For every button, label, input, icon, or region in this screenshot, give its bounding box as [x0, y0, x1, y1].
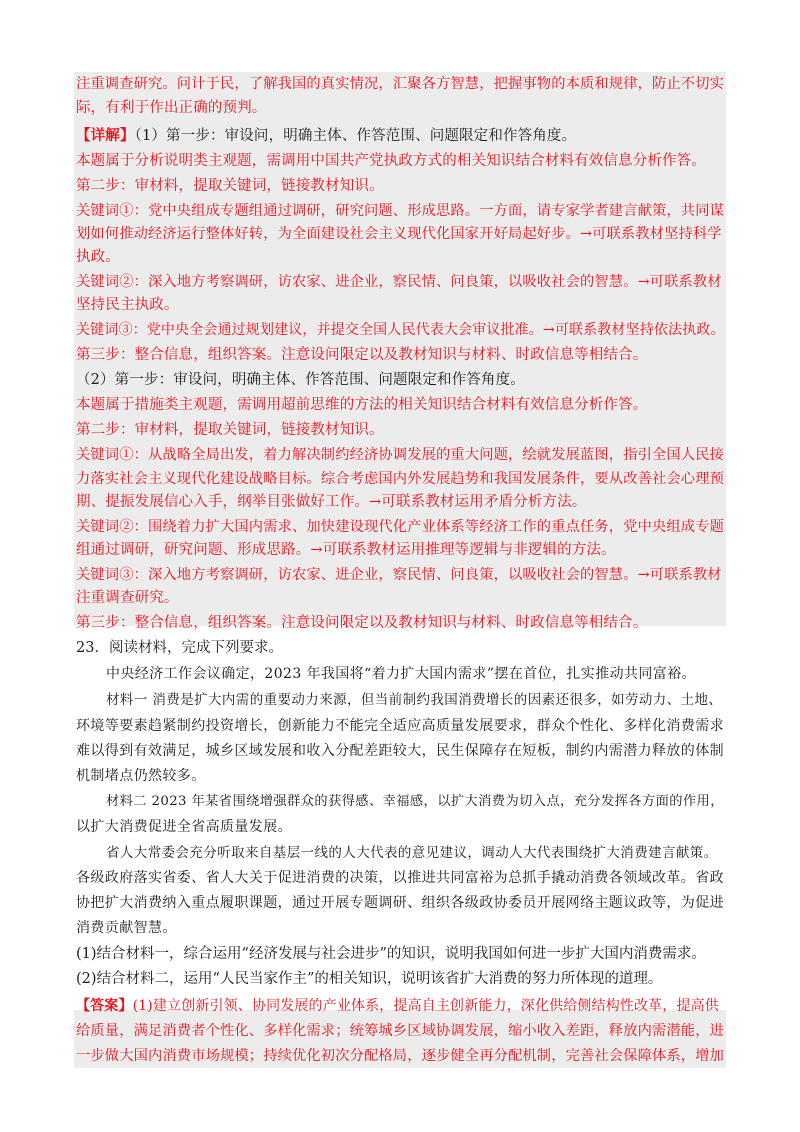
answer-line: 一步做大国内消费市场规模；持续优化初次分配格局，逐步健全再分配机制，完善社会保障体系，增加 [76, 1048, 725, 1064]
material-line: 材料一 消费是扩大内需的重要动力来源，但当前制约我国消费增长的因素还很多，如劳动力、土地、 [106, 692, 723, 708]
answer-heading [76, 996, 724, 1016]
detail-line: 坚持民主执政。 [76, 297, 179, 313]
answer-line: 给质量，满足消费者个性化、多样化需求；统筹城乡区域协调发展，缩小收入差距，释放内需潜能，进 [76, 1023, 725, 1039]
material-line: 协把扩大消费纳入重点履职课题，通过开展专题调研、组织各级政协委员开展网络主题议政等，为促进 [76, 895, 724, 911]
requirement-2: (2)结合材料二，运用“人民当家作主”的相关知识，说明该省扩大消费的努力所体现的道理。 [76, 971, 663, 987]
detail-line: 第三步：整合信息，组织答案。注意设问限定以及教材知识与材料、时政信息等相结合。 [76, 347, 648, 363]
detail-line: 关键词③：党中央全会通过规划建议，并提交全国人民代表大会审议批准。→可联系教材坚持依法执政。 [76, 322, 725, 338]
detail-line: 期、提振发展信心入手，纲举目张做好工作。→可联系教材运用矛盾分析方法。 [76, 494, 587, 510]
material-line: 难以得到有效满足，城乡区域发展和收入分配差距较大，民生保障存在短板，制约内需潜力释放的体制 [76, 743, 724, 759]
detail-line: 第二步：审材料，提取关键词，链接教材知识。 [76, 178, 384, 194]
material-line: 省人大常委会充分听取来自基层一线的人大代表的意见建议，调动人大代表围绕扩大消费建言献策。 [106, 845, 718, 861]
detail-line: 组通过调研，研究问题、形成思路。→可联系教材运用推理等逻辑与非逻辑的方法。 [76, 542, 616, 558]
detail-line: 注重调查研究。 [76, 590, 179, 606]
detail-line: 关键词②：围绕着力扩大国内需求、加快建设现代化产业体系等经济工作的重点任务，党中央组成专题 [76, 519, 725, 535]
detail-line: 本题属于措施类主观题，需调用超前思维的方法的相关知识结合材料有效信息分析作答。 [76, 397, 648, 413]
answer-line: 际，有利于作出正确的预判。 [76, 100, 267, 116]
detail-line: 关键词①：党中央组成专题组通过调研，研究问题、形成思路。一方面，请专家学者建言献策，共同谋 [76, 203, 725, 219]
answer-tag: 【答案】 [76, 998, 133, 1014]
question-stem: 23．阅读材料，完成下列要求。 [76, 640, 283, 656]
material-line: 各级政府落实省委、省人大关于促进消费的决策，以推进共同富裕为总抓手撬动消费各领域改革。省政 [76, 870, 724, 886]
material-line: 消费贡献智慧。 [76, 920, 177, 936]
answer-line: (1)建立创新引领、协同发展的产业体系，提高自主创新能力，深化供给侧结构性改革，提高供 [132, 998, 719, 1014]
material-intro: 中央经济工作会议确定，2023 年我国将“着力扩大国内需求”摆在首位，扎实推动共同富裕。 [106, 666, 696, 682]
answer-line: 注重调查研究。问计于民，了解我国的真实情况，汇聚各方智慧，把握事物的本质和规律，防止不切实 [76, 76, 725, 92]
detail-line: 力落实社会主义现代化建设战略目标。综合考虑国内外发展趋势和我国发展条件，要从改善社会心理预 [76, 471, 725, 487]
detail-line: 关键词①：从战略全局出发，着力解决制约经济协调发展的重大问题，绘就发展蓝图，指引全国人民接 [76, 447, 725, 463]
material-line: 材料二 2023 年某省围绕增强群众的获得感、幸福感，以扩大消费为切入点，充分发挥各方面的作用， [106, 794, 724, 809]
material-line: 机制堵点仍然较多。 [76, 768, 206, 784]
material-line: 以扩大消费促进全省高质量发展。 [76, 819, 292, 835]
detail-line: （2）第一步：审设问，明确主体、作答范围、问题限定和作答角度。 [76, 372, 525, 388]
material-line: 环境等要素趋紧制约投资增长，创新能力不能完全适应高质量发展要求，群众个性化、多样化消费需求 [76, 718, 724, 734]
detail-line: 第二步：审材料，提取关键词，链接教材知识。 [76, 422, 384, 438]
detail-line: 第三步：整合信息，组织答案。注意设问限定以及教材知识与材料、时政信息等相结合。 [76, 615, 648, 631]
detail-line: 划如何推动经济运行整体好转，为全面建设社会主义现代化国家开好局起好步。→可联系教材坚持科学 [76, 226, 722, 242]
detail-tag: 【详解】 [76, 127, 135, 144]
detail-line: 关键词②：深入地方考察调研，访农家、进企业，察民情、问良策，以吸收社会的智慧。→可联系教材 [76, 274, 722, 290]
detail-step: （1）第一步：审设问，明确主体、作答范围、问题限定和作答角度。 [134, 128, 577, 144]
detail-line: 执政。 [76, 249, 120, 265]
detail-line: 本题属于分析说明类主观题，需调用中国共产党执政方式的相关知识结合材料有效信息分析作答。 [76, 153, 706, 169]
detail-heading [76, 126, 724, 146]
detail-line: 关键词③：深入地方考察调研，访农家、进企业，察民情、问良策，以吸收社会的智慧。→可联系教材 [76, 567, 722, 583]
requirement-1: (1)结合材料一，综合运用“经济发展与社会进步”的知识，说明我国如何进一步扩大国内消费需求。 [76, 946, 706, 962]
